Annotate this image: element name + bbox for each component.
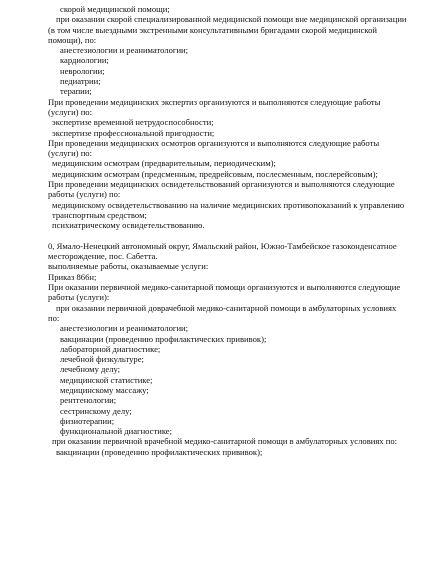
text-line: физиотерапии; bbox=[60, 415, 115, 426]
blank-line bbox=[48, 231, 420, 241]
text-line: скорой медицинской помощи; bbox=[60, 4, 170, 14]
text-line: экспертизе временной нетрудоспособности; bbox=[52, 117, 214, 128]
text-line: лечебной физкультуре; bbox=[60, 354, 144, 365]
text-line: медицинским осмотрам (предсменным, предрейсовым, послесменным, послерейсовым); bbox=[52, 168, 378, 179]
text-line: выполняемые работы, оказываемые услуги: bbox=[48, 261, 209, 272]
text-line: рентгенологии; bbox=[60, 395, 117, 406]
text-line: 0, Ямало-Ненецкий автономный округ, Ямальский район, Южно-Тамбейское газоконденсатное bbox=[48, 240, 397, 251]
text-line: месторождение, пос. Сабетта. bbox=[48, 251, 158, 262]
text-line: При проведении медицинских осмотров организуются и выполняются следующие работы bbox=[48, 137, 380, 148]
text-line: лечебному делу; bbox=[60, 364, 121, 375]
text-line: работы (услуги): bbox=[48, 292, 110, 303]
text-line: помощи), по: bbox=[48, 34, 97, 45]
text-line: При оказании первичной медико-санитарной помощи организуются и выполняются следующие bbox=[48, 282, 401, 293]
text-line: сестринскому делу; bbox=[60, 405, 132, 416]
text-line: функциональной диагностике; bbox=[60, 426, 173, 437]
text-line: экспертизе профессиональной пригодности; bbox=[52, 127, 215, 138]
text-line: лабораторной диагностике; bbox=[60, 343, 161, 354]
text-line: при оказании первичной доврачебной медико-санитарной помощи в амбулаторных условиях bbox=[56, 302, 397, 313]
text-line: (услуги) по: bbox=[48, 106, 92, 117]
text-line: (в том числе выездными экстренными консультативными бригадами скорой медицинской bbox=[48, 24, 378, 35]
text-line: транспортным средством; bbox=[52, 209, 147, 220]
text-line: по: bbox=[48, 312, 60, 323]
text-line: медицинскому освидетельствованию на наличие медицинских противопоказаний к управлению bbox=[52, 199, 405, 210]
text-line: работы (услуги) по: bbox=[48, 189, 121, 200]
text-line: неврологии; bbox=[60, 65, 105, 76]
text-line: психиатрическому освидетельствованию. bbox=[52, 220, 205, 231]
text-line: (услуги) по: bbox=[48, 148, 92, 159]
text-line: кардиологии; bbox=[60, 55, 109, 66]
text-line: медицинским осмотрам (предварительным, периодическим); bbox=[52, 158, 276, 169]
text-line: анестезиологии и реаниматологии; bbox=[60, 45, 189, 56]
text-line: При проведении медицинских экспертиз организуются и выполняются следующие работы bbox=[48, 96, 381, 107]
text-line: педиатрии; bbox=[60, 76, 101, 87]
text-line: вакцинации (проведению профилактических прививок); bbox=[60, 333, 267, 344]
document-page bbox=[48, 4, 420, 457]
text-line: при оказании первичной врачебной медико-санитарной помощи в амбулаторных условиях по: bbox=[52, 436, 398, 447]
text-line: Приказ 866н; bbox=[48, 271, 97, 282]
text-line: медицинскому массажу; bbox=[60, 384, 149, 395]
text-line: медицинской статистике; bbox=[60, 374, 153, 385]
text-line: При проведении медицинских освидетельствований организуются и выполняются следующие bbox=[48, 179, 395, 190]
text-line: анестезиологии и реаниматологии; bbox=[60, 323, 189, 334]
text-line: при оказании скорой специализированной медицинской помощи вне медицинской организации bbox=[56, 14, 407, 25]
text-line: терапии; bbox=[60, 86, 92, 97]
text-line: вакцинации (проведению профилактических прививок); bbox=[56, 446, 263, 457]
